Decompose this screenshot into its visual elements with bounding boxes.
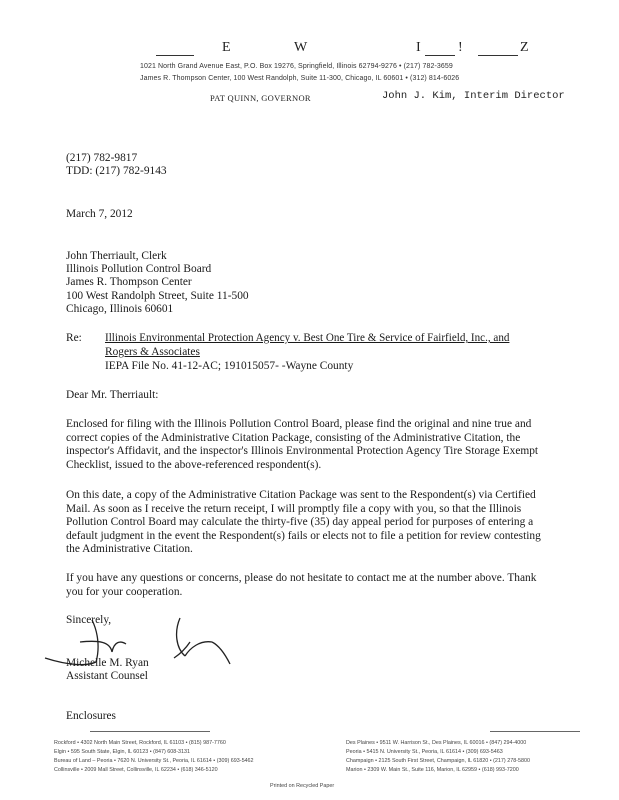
enclosures-note: Enclosures [66,710,116,722]
footer-rule-left [90,731,210,732]
footer-office-right-4: Marion • 2309 W. Main St., Suite 116, Marion, IL 62959 • (618) 993-7200 [346,767,519,773]
re-case-line-1: Illinois Environmental Protection Agency v. Best One Tire & Service of Fairfield, Inc., and [105,332,510,344]
paragraph-certified-mail: On this date, a copy of the Administrative Citation Package was sent to the Respondent(s) via Certified Mail. As soon as I receive the return receipt, I will promptly file a copy with you, so that the Illinois Pollution Control Board may calculate the thirty-five (35) day appeal period for purposes of entering a default judgment in the event the Respondent(s) fails or elects not to file a petition for review contesting the Administrative Citation. [66,489,541,556]
recipient-city: Chicago, Illinois 60601 [66,303,174,315]
re-case-line-2: Rogers & Associates [105,346,200,358]
paragraph-questions: If you have any questions or concerns, please do not hesitate to contact me at the number above. Thank you for your cooperation. [66,572,537,598]
letterhead-logo-fragment-2: W [294,40,308,55]
footer-office-left-3: Bureau of Land – Peoria • 7620 N. University St., Peoria, IL 61614 • (309) 693-5462 [54,758,254,764]
letterhead-rule-left [156,55,194,56]
footer-rule-right [490,731,580,732]
re-file-number: IEPA File No. 41-12-AC; 191015057- -Wayne County [105,360,354,372]
salutation: Dear Mr. Therriault: [66,389,159,401]
footer-office-right-3: Champaign • 2125 South First Street, Champaign, IL 61820 • (217) 278-5800 [346,758,530,764]
footer-office-right-1: Des Plaines • 9511 W. Harrison St., Des Plaines, IL 60016 • (847) 294-4000 [346,740,527,746]
letterhead-rule-mid [425,55,455,56]
recipient-org: Illinois Pollution Control Board [66,263,212,275]
footer-office-left-4: Collinsville • 2009 Mall Street, Collinsville, IL 62234 • (618) 346-5120 [54,767,218,773]
letterhead-logo-fragment-1: E [222,40,231,55]
contact-phone: (217) 782-9817 [66,152,138,164]
footer-office-left-2: Elgin • 595 South State, Elgin, IL 60123 • (847) 608-3131 [54,749,191,755]
recipient-name: John Therriault, Clerk [66,250,167,262]
letterhead-logo-fragment-3: I [416,40,421,55]
letterhead-logo-fragment-5: Z [520,40,529,55]
footer-office-right-2: Peoria • 5415 N. University St., Peoria, IL 61614 • (309) 693-5463 [346,749,503,755]
letterhead-rule-right [478,55,518,56]
re-label: Re: [66,332,82,344]
contact-tdd: TDD: (217) 782-9143 [66,165,167,177]
letterhead-logo-fragment-4: ! [458,40,463,55]
signer-name: Michelle M. Ryan [66,657,149,669]
recycled-paper-note: Printed on Recycled Paper [270,783,335,789]
letter-date: March 7, 2012 [66,208,133,220]
footer-office-left-1: Rockford • 4302 North Main Street, Rockford, IL 61103 • (815) 987-7760 [54,740,226,746]
closing-sincerely: Sincerely, [66,614,112,626]
letterhead-address-springfield: 1021 North Grand Avenue East, P.O. Box 19276, Springfield, Illinois 62794-9276 • (217) 782-3659 [140,63,453,70]
paragraph-enclosed-filing: Enclosed for filing with the Illinois Pollution Control Board, please find the original and nine true and correct copies of the Administrative Citation Package, consisting of the Administrative Citation, the inspector's Affidavit, and the inspector's Illinois Environmental Protection Agency Tire Storage Exempt Checklist, issued to the above-referenced respondent(s). [66,418,539,471]
signer-title: Assistant Counsel [66,670,148,682]
recipient-street: 100 West Randolph Street, Suite 11-500 [66,290,249,302]
recipient-building: James R. Thompson Center [66,276,192,288]
governor-name: PAT QUINN, GOVERNOR [210,93,311,103]
letterhead-address-chicago: James R. Thompson Center, 100 West Randolph, Suite 11-300, Chicago, IL 60601 • (312) 814-6026 [140,75,460,82]
interim-director-name: John J. Kim, Interim Director [382,90,565,102]
